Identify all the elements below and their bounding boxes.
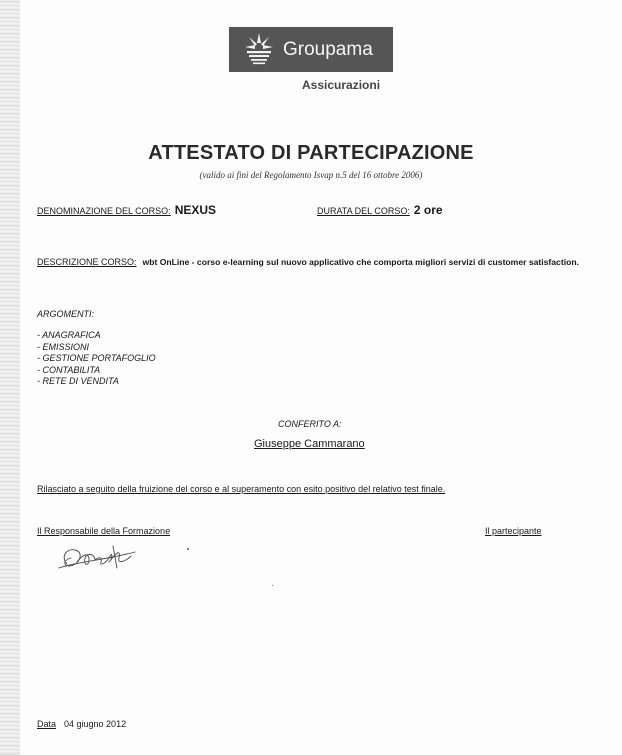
responsible-label: Il Responsabile della Formazione <box>37 526 171 536</box>
date-value: 04 giugno 2012 <box>64 719 127 729</box>
participant-label: Il partecipante <box>485 526 542 536</box>
course-name-value: NEXUS <box>174 203 217 217</box>
recipient-name: Giuseppe Cammarano <box>254 438 365 450</box>
scan-edge-artifact <box>0 0 20 755</box>
topic-item: - RETE DI VENDITA <box>37 376 119 386</box>
topics-label: ARGOMENTI: <box>37 309 95 319</box>
brand-subtitle: Assicurazioni <box>302 78 381 92</box>
date-label: Data <box>37 719 57 729</box>
groupama-logo <box>229 27 393 72</box>
topic-item: - GESTIONE PORTAFOGLIO <box>37 353 156 363</box>
duration-label: DURATA DEL CORSO: <box>317 206 410 216</box>
scan-speck <box>187 548 189 550</box>
topic-item: - ANAGRAFICA <box>37 330 101 340</box>
certificate-subtitle: (valido ai fini del Regolamento Isvap n.5 del 16 ottobre 2006) <box>199 170 423 180</box>
issued-note: Rilasciato a seguito della fruizione del corso e al superamento con esito positivo del relativo test finale. <box>37 484 446 494</box>
description-value: wbt OnLine - corso e-learning sul nuovo applicativo che comporta migliori servizi di customer satisfaction. <box>142 257 579 267</box>
signature-icon <box>55 540 140 572</box>
date-row <box>37 719 126 729</box>
course-name-row <box>37 203 216 217</box>
scan-speck <box>272 585 273 586</box>
description-row <box>37 257 607 267</box>
groupama-emblem-icon <box>239 27 279 72</box>
topic-item: - EMISSIONI <box>37 341 90 352</box>
duration-value: 2 ore <box>413 203 443 217</box>
brand-name: Groupama <box>283 38 373 60</box>
certificate-title: ATTESTATO DI PARTECIPAZIONE <box>148 142 474 164</box>
topic-item: - CONTABILITA <box>37 364 101 375</box>
conferred-label: CONFERITO A: <box>278 419 342 429</box>
course-name-label: DENOMINAZIONE DEL CORSO: <box>37 206 171 216</box>
description-label: DESCRIZIONE CORSO: <box>37 257 137 267</box>
duration-row <box>317 203 443 217</box>
topics-list <box>37 330 156 388</box>
